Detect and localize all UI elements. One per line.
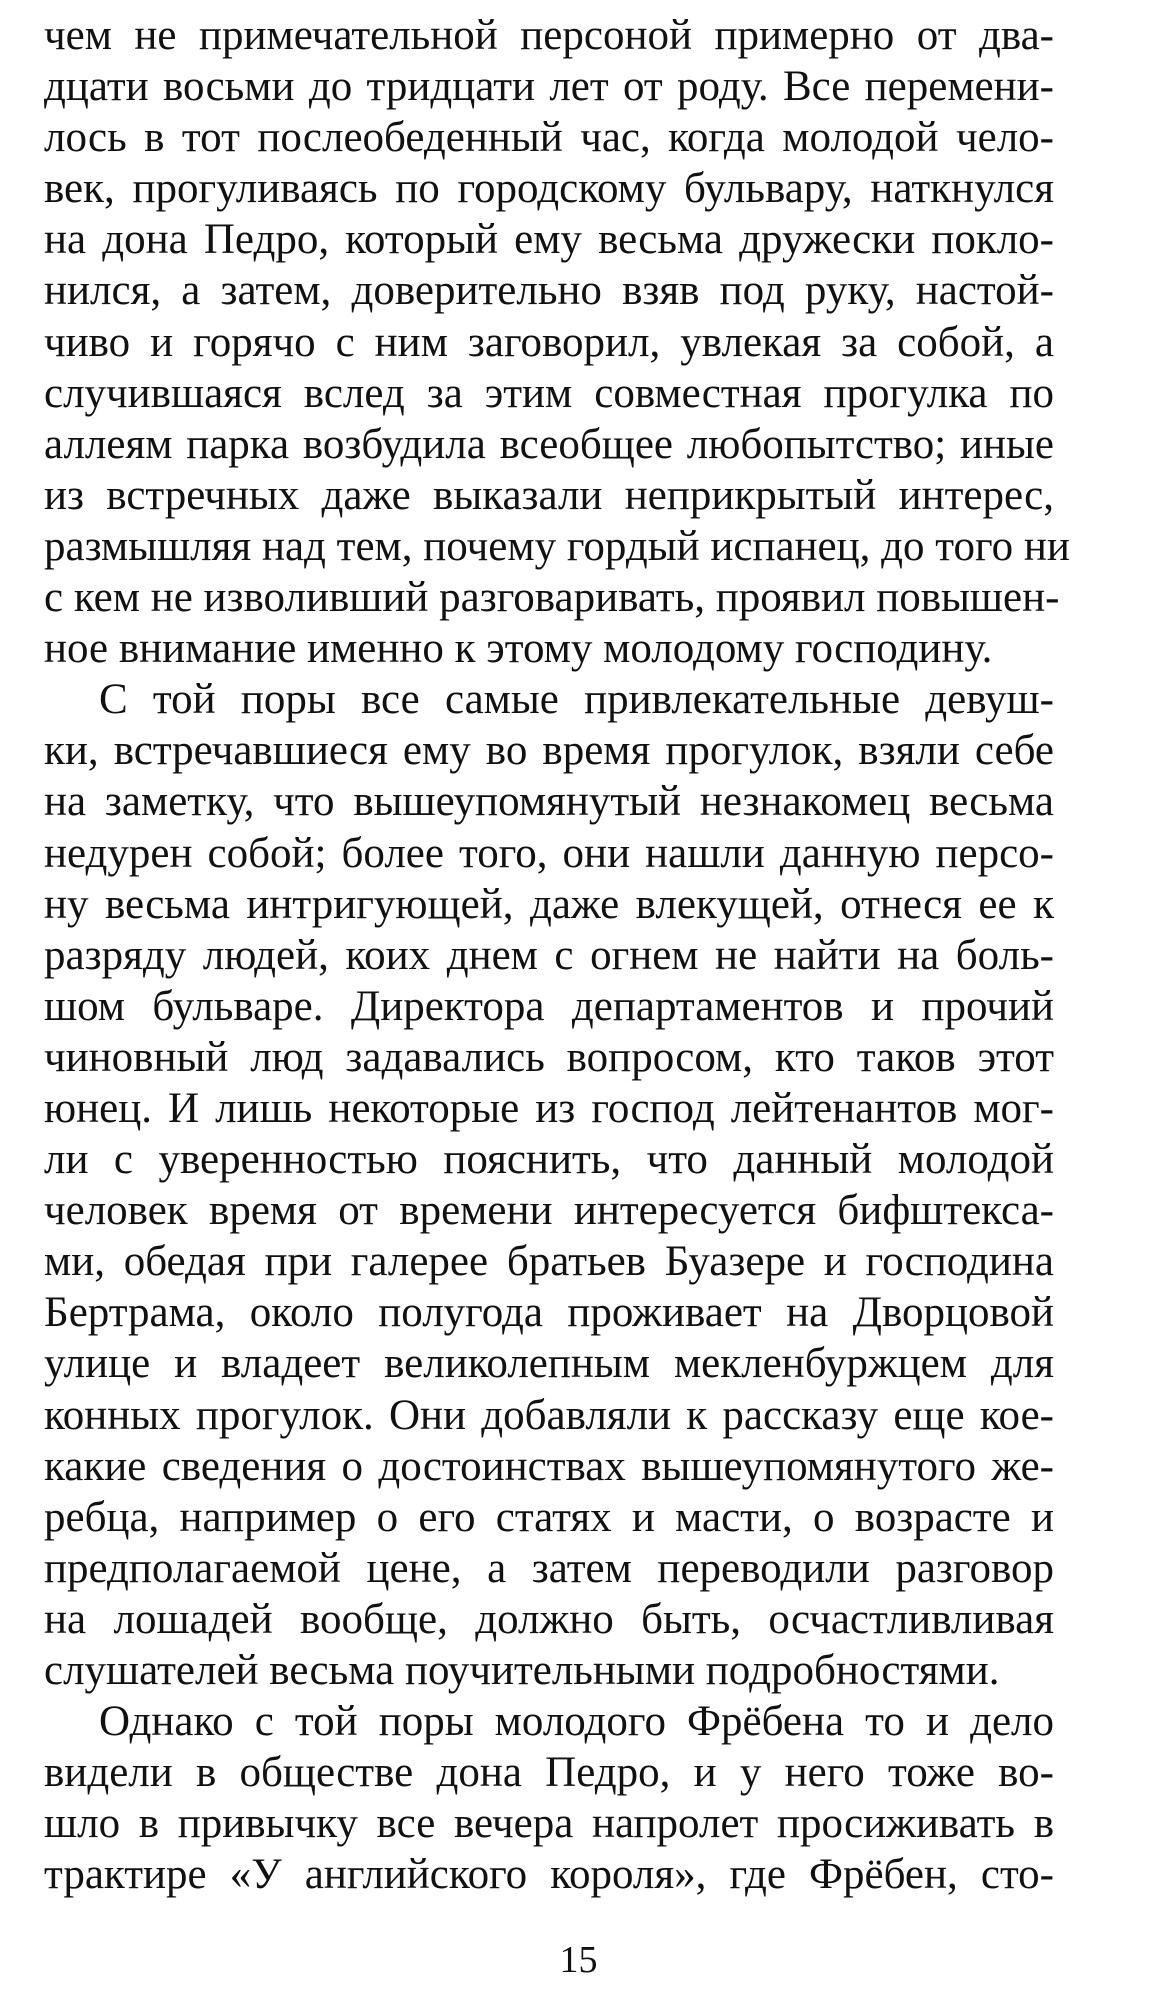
text-line: на дона Педро, который ему весьма дружески покло- [44, 216, 1054, 264]
text-line: ки, встречавшиеся ему во время прогулок, взяли себе [44, 727, 1054, 775]
text-line: чиво и горячо с ним заговорил, увлекая за собой, а [44, 318, 1054, 366]
text-line: на лошадей вообще, должно быть, осчастливливая [44, 1595, 1054, 1643]
text-line: ну весьма интригующей, даже влекущей, отнеся ее к [44, 880, 1054, 928]
text-line: человек время от времени интересуется бифштекса- [44, 1187, 1054, 1235]
paragraph-1 [44, 10, 1070, 674]
text-line: нился, а затем, доверительно взяв под руку, настой- [44, 267, 1054, 315]
text-line: юнец. И лишь некоторые из господ лейтенантов мог- [44, 1084, 1054, 1132]
text-line: дцати восьми до тридцати лет от роду. Все перемени- [44, 63, 1054, 111]
text-line: какие сведения о достоинствах вышеупомянутого же- [44, 1442, 1054, 1490]
text-line: лось в тот послеобеденный час, когда молодой чело- [44, 114, 1054, 162]
text-line: улице и владеет великолепным мекленбуржцем для [44, 1340, 1054, 1388]
paragraph-3 [44, 1696, 1054, 1900]
text-line: слушателей весьма поучительными подробностями. [44, 1647, 1000, 1694]
text-line: трактире «У английского короля», где Фрёбен, сто- [44, 1851, 1054, 1899]
text-line: шло в привычку все вечера напролет просиживать в [44, 1800, 1054, 1848]
text-line: век, прогуливаясь по городскому бульвару, наткнулся [44, 165, 1054, 213]
text-line: случившаяся вслед за этим совместная прогулка по [44, 369, 1054, 417]
text-line: ли с уверенностью пояснить, что данный молодой [44, 1136, 1054, 1184]
text-line: ное внимание именно к этому молодому господину. [44, 625, 993, 673]
text-line: размышляя над тем, почему гордый испанец, до того ни [44, 522, 1070, 570]
text-line: конных прогулок. Они добавляли к рассказу еще кое- [44, 1391, 1054, 1439]
text-line: ми, обедая при галерее братьев Буазере и господина [44, 1238, 1054, 1286]
text-line: видели в обществе дона Педро, и у него тоже во- [44, 1749, 1054, 1797]
text-line: ребца, например о его статях и масти, о возрасте и [44, 1493, 1054, 1541]
text-line: недурен собой; более того, они нашли данную персо- [44, 829, 1054, 877]
text-line: чем не примечательной персоной примерно от два- [44, 12, 1054, 59]
text-line: Бертрама, около полугода проживает на Дворцовой [44, 1289, 1054, 1337]
text-line: с кем не изволивший разговаривать, проявил повышен- [44, 574, 1060, 622]
paragraph-2 [44, 674, 1054, 1696]
text-line: на заметку, что вышеупомянутый незнакомец весьма [44, 778, 1054, 826]
text-line: чиновный люд задавались вопросом, кто таков этот [44, 1033, 1054, 1081]
text-line: С той поры все самые привлекательные девуш- [99, 676, 1054, 724]
body-text [44, 10, 1070, 1900]
text-line: разряду людей, коих днем с огнем не найти на боль- [44, 931, 1054, 979]
text-line: из встречных даже выказали неприкрытый интерес, [44, 471, 1054, 519]
text-line: предполагаемой цене, а затем переводили разговор [44, 1544, 1054, 1592]
text-line: аллеям парка возбудила всеобщее любопытство; иные [44, 420, 1054, 468]
page-number: 15 [559, 1939, 598, 1981]
text-line: Однако с той поры молодого Фрёбена то и дело [99, 1698, 1054, 1746]
text-line: шом бульваре. Директора департаментов и прочий [44, 982, 1054, 1030]
